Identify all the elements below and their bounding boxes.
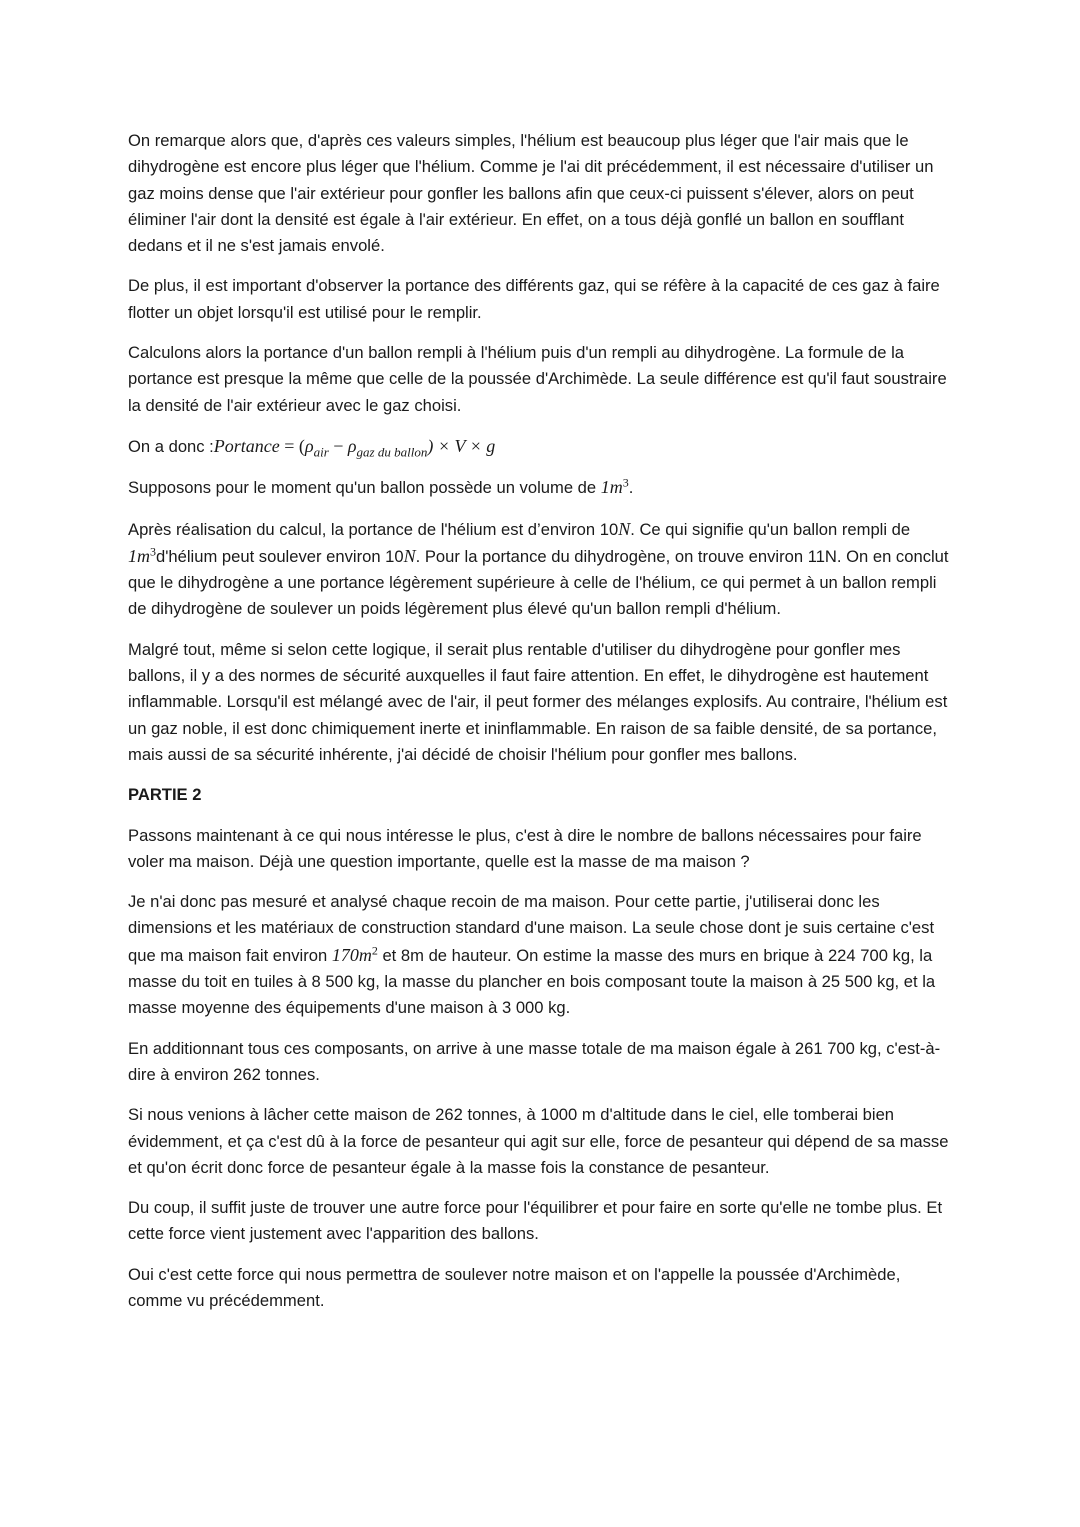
result-text-c: d'hélium peut soulever environ 10 xyxy=(156,546,404,566)
paragraph-archimedes: Oui c'est cette force qui nous permettra de soulever notre maison et on l'appelle la poussée d'Archimède, comme vu précédemment. xyxy=(128,1264,901,1310)
area-exponent: 2 xyxy=(371,943,378,958)
volume-text: Supposons pour le moment qu'un ballon possède un volume de xyxy=(128,478,601,498)
result-unit-b: 1m xyxy=(128,545,150,566)
formula-sub-air: air xyxy=(313,444,329,460)
portance-formula xyxy=(128,433,958,460)
document-page xyxy=(128,128,958,1328)
result-text-d: . Pour la portance du dihydrogène, on trouve environ 11N. On en conclut que le dihydrogène a une portance légèrement supérieure à celle de l'hélium, ce qui permet à un ballon rempli de dihydrogène de soulever un poids légèrement plus élevé qu'un ballon rempli d'hélium. xyxy=(128,546,949,619)
area-unit: 170m xyxy=(331,944,372,965)
formula-sub-gaz: gaz du ballon xyxy=(356,444,428,460)
paragraph-house-mass-question: Passons maintenant à ce qui nous intéresse le plus, c'est à dire le nombre de ballons nécessaires pour faire voler ma maison. Déjà une question importante, quelle est la masse de ma maison ? xyxy=(128,825,922,871)
paragraph-safety: Malgré tout, même si selon cette logique, il serait plus rentable d'utiliser du dihydrogène pour gonfler mes ballons, il y a des normes de sécurité auxquelles il faut faire attention. En effet, le dihydrogène est hautement inflammable. Lorsqu'il est mélangé avec de l'air, il peut former des mélanges explosifs. Au contraire, l'hélium est un gaz noble, il est donc chimiquement inerte et ininflammable. En raison de sa faible densité, de sa portance, mais aussi de sa sécurité inhérente, j'ai décidé de choisir l'hélium pour gonfler mes ballons. xyxy=(128,639,948,764)
volume-exponent: 3 xyxy=(622,475,629,490)
formula-rho-gaz: ρ xyxy=(347,435,357,456)
formula-minus: − xyxy=(328,435,348,456)
paragraph-balance-force: Du coup, il suffit juste de trouver une autre force pour l'équilibrer et pour faire en sorte qu'elle ne tombe plus. Et cette force vient justement avec l'apparition des ballons. xyxy=(128,1198,943,1244)
result-unit-a: N xyxy=(618,518,631,539)
dimensions-text-a: Je n'ai donc pas mesuré et analysé chaque recoin de ma maison. Pour cette partie, j'utiliserai donc les dimensions et les matériaux de construction standard d'une maison. La seule chose dont je suis certaine c'est que ma maison fait environ xyxy=(128,892,935,965)
paragraph-volume-assumption xyxy=(128,474,958,501)
section-heading: PARTIE 2 xyxy=(128,785,202,805)
formula-rho-air: ρ xyxy=(304,435,314,456)
formula-rhs: ) × V × g xyxy=(427,435,496,456)
result-text-b: . Ce qui signifie qu'un ballon rempli de xyxy=(630,519,911,539)
volume-unit: 1m xyxy=(600,477,623,498)
dimensions-text-b: et 8m de hauteur. On estime la masse des murs en brique à 224 700 kg, la masse du toit en tuiles à 8 500 kg, la masse du plancher en bois composant toute la maison à 25 500 kg, et la masse moyenne des équipements d'une maison à 3 000 kg. xyxy=(128,945,936,1018)
formula-prefix: On a donc : xyxy=(128,436,214,456)
result-unit-c: N xyxy=(403,545,416,566)
result-text-a: Après réalisation du calcul, la portance de l'hélium est d’environ 10 xyxy=(128,519,619,539)
formula-lhs: Portance xyxy=(213,435,280,456)
paragraph-portance-calculation: Calculons alors la portance d'un ballon rempli à l'hélium puis d'un rempli au dihydrogène. La formule de la portance est presque la même que celle de la poussée d'Archimède. La seule différence est qu'il faut soustraire la densité de l'air extérieur avec le gaz choisi. xyxy=(128,343,947,415)
paragraph-total-mass: En additionnant tous ces composants, on arrive à une masse totale de ma maison égale à 261 700 kg, c'est-à-dire à environ 262 tonnes. xyxy=(128,1038,941,1084)
paragraph-house-dimensions xyxy=(128,889,958,1021)
paragraph-gravity: Si nous venions à lâcher cette maison de 262 tonnes, à 1000 m d'altitude dans le ciel, elle tomberai bien évidemment, et ça c'est dû à la force de pesanteur qui agit sur elle, force de pesanteur qui dépend de sa masse et qu'on écrit donc force de pesanteur égale à la masse fois la constance de pesanteur. xyxy=(128,1105,949,1177)
paragraph-density-comparison: On remarque alors que, d'après ces valeurs simples, l'hélium est beaucoup plus léger que l'air mais que le dihydrogène est encore plus léger que l'hélium. Comme je l'ai dit précédemment, il est nécessaire d'utiliser un gaz moins dense que l'air extérieur pour gonfler les ballons afin que ceux-ci puissent s'élever, alors on peut éliminer l'air dont la densité est égale à l'air extérieur. En effet, on a tous déjà gonflé un ballon en soufflant dedans et il ne s'est jamais envolé. xyxy=(128,131,934,256)
volume-end: . xyxy=(628,478,634,498)
paragraph-calculation-result xyxy=(128,516,958,623)
formula-equals: = ( xyxy=(279,435,305,456)
result-exponent-b: 3 xyxy=(150,544,156,559)
paragraph-portance-intro: De plus, il est important d'observer la portance des différents gaz, qui se réfère à la capacité de ces gaz à faire flotter un objet lorsqu'il est utilisé pour le remplir. xyxy=(128,276,940,322)
